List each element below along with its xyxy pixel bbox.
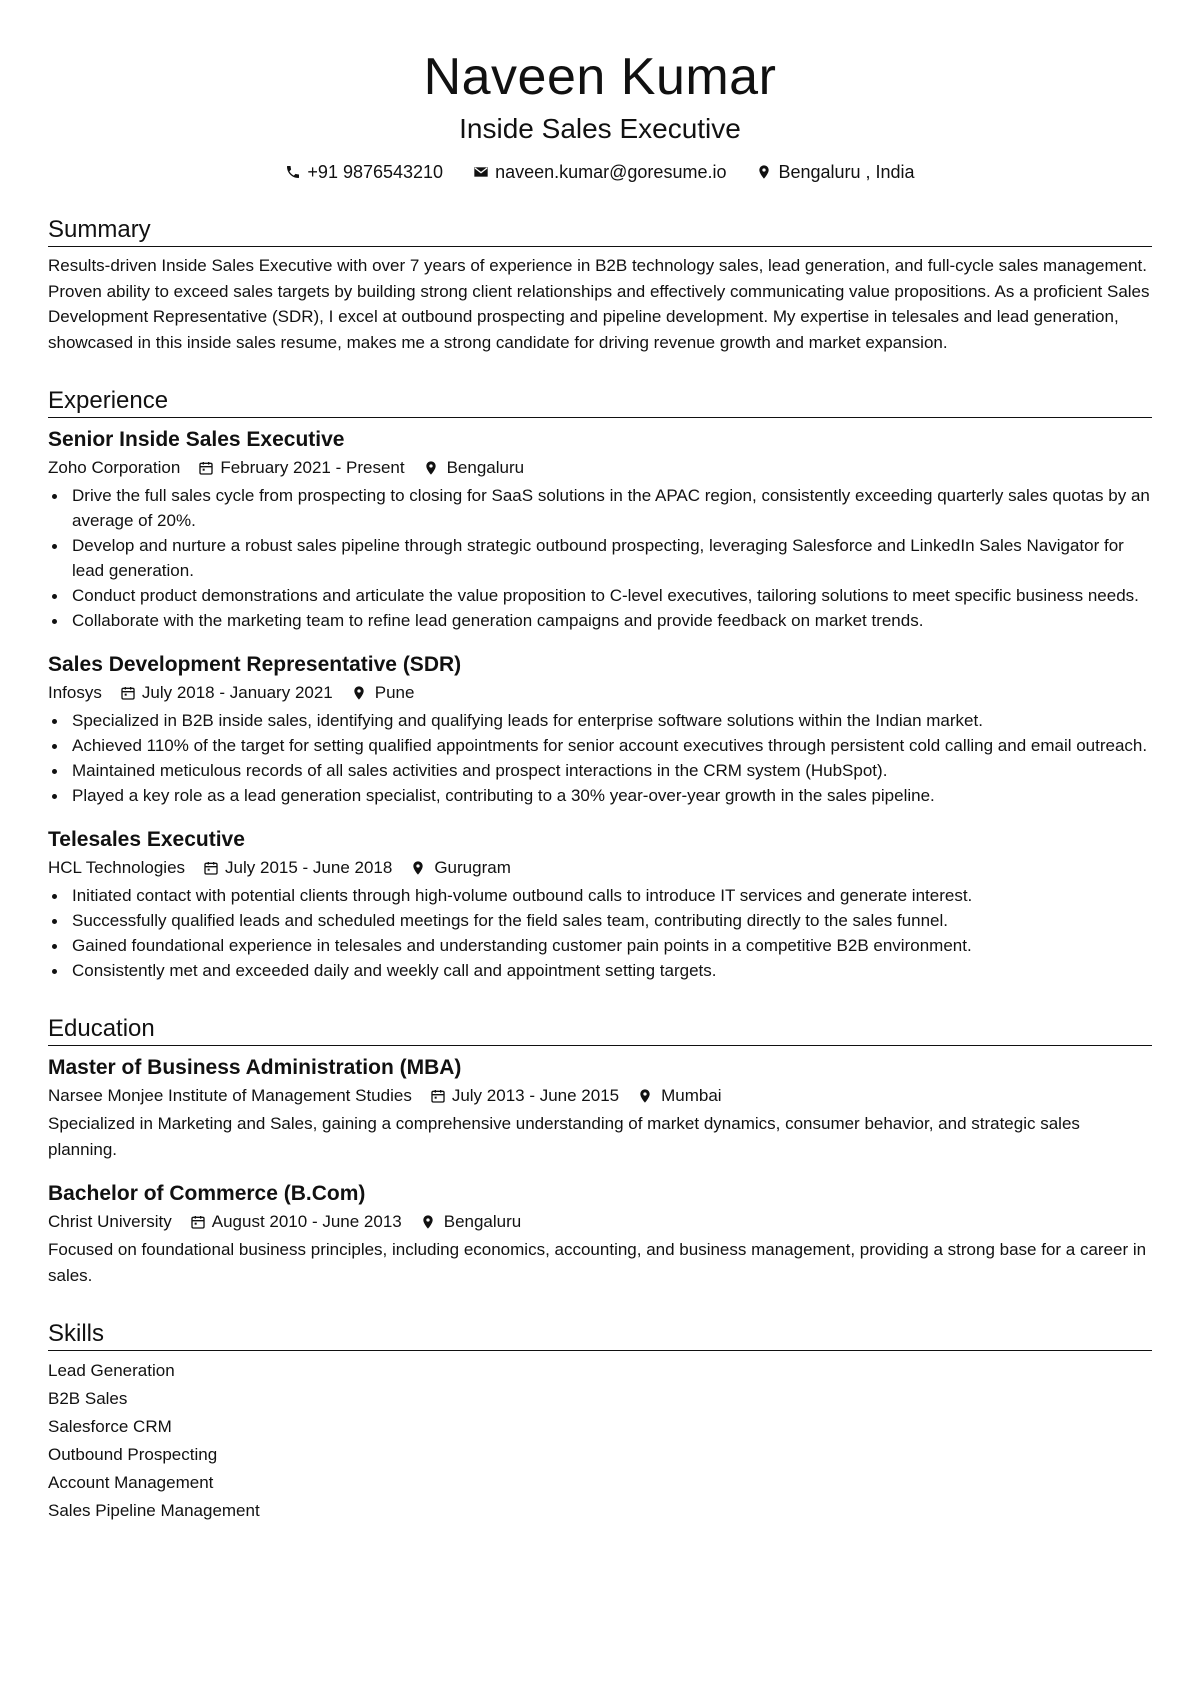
calendar-icon [203, 860, 219, 876]
job-title: Sales Development Representative (SDR) [48, 653, 462, 676]
map-pin-icon [420, 1214, 436, 1230]
job-title: Telesales Executive [48, 828, 245, 851]
education-entry [48, 1180, 1152, 1288]
job-bullets [48, 883, 1152, 983]
education-section [48, 1015, 1152, 1288]
calendar-icon [198, 460, 214, 476]
job-title: Senior Inside Sales Executive [48, 428, 345, 451]
contact-phone[interactable] [285, 160, 443, 184]
contact-email[interactable] [473, 160, 726, 184]
phone-text: +91 9876543210 [307, 162, 444, 182]
job-bullet: Achieved 110% of the target for setting qualified appointments for senior account executives through persistent cold calling and email outreach. [48, 733, 1152, 758]
envelope-icon [473, 164, 489, 180]
education-location [637, 1083, 721, 1109]
summary-heading: Summary [48, 216, 1152, 247]
degree-title: Bachelor of Commerce (B.Com) [48, 1182, 366, 1205]
map-pin-icon [756, 164, 772, 180]
contact-row [48, 160, 1152, 184]
job-dates [120, 680, 333, 706]
experience-heading: Experience [48, 387, 1152, 418]
education-dates-text: August 2010 - June 2013 [211, 1212, 402, 1231]
skill-item: Outbound Prospecting [48, 1445, 218, 1464]
experience-section [48, 387, 1152, 983]
summary-text: Results-driven Inside Sales Executive with over 7 years of experience in B2B technology sales, lead generation, and full-cycle sales management. Proven ability to exceed sales targets by building strong client relationships and effectively communicating value propositions. As a proficient Sales Development Representative (SDR), I excel at outbound prospecting and pipeline development. My expertise in telesales and lead generation, showcased in this inside sales resume, makes me a strong candidate for driving revenue growth and market expansion. [48, 256, 1150, 352]
job-bullet: Drive the full sales cycle from prospecting to closing for SaaS solutions in the APAC region, consistently exceeding quarterly sales quotas by an average of 20%. [48, 483, 1152, 533]
job-bullets [48, 483, 1152, 633]
job-bullet: Specialized in B2B inside sales, identifying and qualifying leads for enterprise software solutions within the Indian market. [48, 708, 1152, 733]
experience-entry [48, 651, 1152, 808]
job-dates-text: July 2018 - January 2021 [141, 683, 333, 702]
school-name: Christ University [48, 1212, 172, 1231]
job-bullet: Gained foundational experience in telesales and understanding customer pain points in a competitive B2B environment. [48, 933, 1152, 958]
map-pin-icon [637, 1088, 653, 1104]
school-name: Narsee Monjee Institute of Management Studies [48, 1086, 412, 1105]
contact-location [756, 160, 914, 184]
skills-heading: Skills [48, 1320, 1152, 1351]
job-bullet: Conduct product demonstrations and articulate the value proposition to C-level executives, tailoring solutions to meet specific business needs. [48, 583, 1152, 608]
experience-entry [48, 826, 1152, 983]
education-description: Focused on foundational business principles, including economics, accounting, and business management, providing a strong base for a career in sales. [48, 1240, 1147, 1285]
resume-header [48, 46, 1152, 184]
job-bullet: Initiated contact with potential clients through high-volume outbound calls to introduce IT services and generate interest. [48, 883, 1152, 908]
education-meta [48, 1083, 1152, 1109]
skills-section [48, 1320, 1152, 1525]
job-location [351, 680, 415, 706]
education-heading: Education [48, 1015, 1152, 1046]
education-meta [48, 1209, 1152, 1235]
company-name: Infosys [48, 683, 102, 702]
skill-item: Account Management [48, 1473, 214, 1492]
job-meta [48, 855, 1152, 881]
education-location [420, 1209, 522, 1235]
job-bullet: Collaborate with the marketing team to refine lead generation campaigns and provide feedback on market trends. [48, 608, 1152, 633]
map-pin-icon [351, 685, 367, 701]
calendar-icon [120, 685, 136, 701]
job-bullet: Played a key role as a lead generation specialist, contributing to a 30% year-over-year growth in the sales pipeline. [48, 783, 1152, 808]
candidate-headline: Inside Sales Executive [459, 113, 741, 144]
education-location-text: Bengaluru [443, 1212, 522, 1231]
job-bullet: Develop and nurture a robust sales pipeline through strategic outbound prospecting, leveraging Salesforce and LinkedIn Sales Navigator for lead generation. [48, 533, 1152, 583]
skill-item: B2B Sales [48, 1389, 128, 1408]
job-bullet: Maintained meticulous records of all sales activities and prospect interactions in the CRM system (HubSpot). [48, 758, 1152, 783]
job-location-text: Pune [374, 683, 415, 702]
calendar-icon [430, 1088, 446, 1104]
location-text: Bengaluru , India [778, 162, 915, 182]
job-dates-text: February 2021 - Present [220, 458, 405, 477]
job-bullet: Consistently met and exceeded daily and weekly call and appointment setting targets. [48, 958, 1152, 983]
education-description: Specialized in Marketing and Sales, gaining a comprehensive understanding of market dynamics, consumer behavior, and strategic sales planning. [48, 1114, 1080, 1159]
skill-item: Sales Pipeline Management [48, 1501, 260, 1520]
map-pin-icon [410, 860, 426, 876]
email-text: naveen.kumar@goresume.io [495, 162, 727, 182]
skill-item: Lead Generation [48, 1361, 175, 1380]
education-location-text: Mumbai [661, 1086, 722, 1105]
degree-title: Master of Business Administration (MBA) [48, 1056, 462, 1079]
job-location-text: Bengaluru [446, 458, 525, 477]
experience-entry [48, 426, 1152, 633]
skill-item: Salesforce CRM [48, 1417, 172, 1436]
education-entry [48, 1054, 1152, 1162]
education-dates-text: July 2013 - June 2015 [451, 1086, 620, 1105]
company-name: Zoho Corporation [48, 458, 181, 477]
education-dates [190, 1209, 402, 1235]
company-name: HCL Technologies [48, 858, 186, 877]
job-dates [203, 855, 392, 881]
job-meta [48, 680, 1152, 706]
job-location-text: Gurugram [434, 858, 511, 877]
job-location [423, 455, 525, 481]
education-dates [430, 1083, 619, 1109]
phone-icon [285, 164, 301, 180]
summary-section [48, 216, 1152, 355]
skills-list [48, 1357, 1152, 1525]
candidate-name: Naveen Kumar [423, 48, 777, 106]
job-bullet: Successfully qualified leads and scheduled meetings for the field sales team, contributing directly to the sales funnel. [48, 908, 1152, 933]
job-dates-text: July 2015 - June 2018 [225, 858, 393, 877]
calendar-icon [190, 1214, 206, 1230]
job-bullets [48, 708, 1152, 808]
job-dates [198, 455, 404, 481]
job-meta [48, 455, 1152, 481]
map-pin-icon [423, 460, 439, 476]
job-location [410, 855, 511, 881]
